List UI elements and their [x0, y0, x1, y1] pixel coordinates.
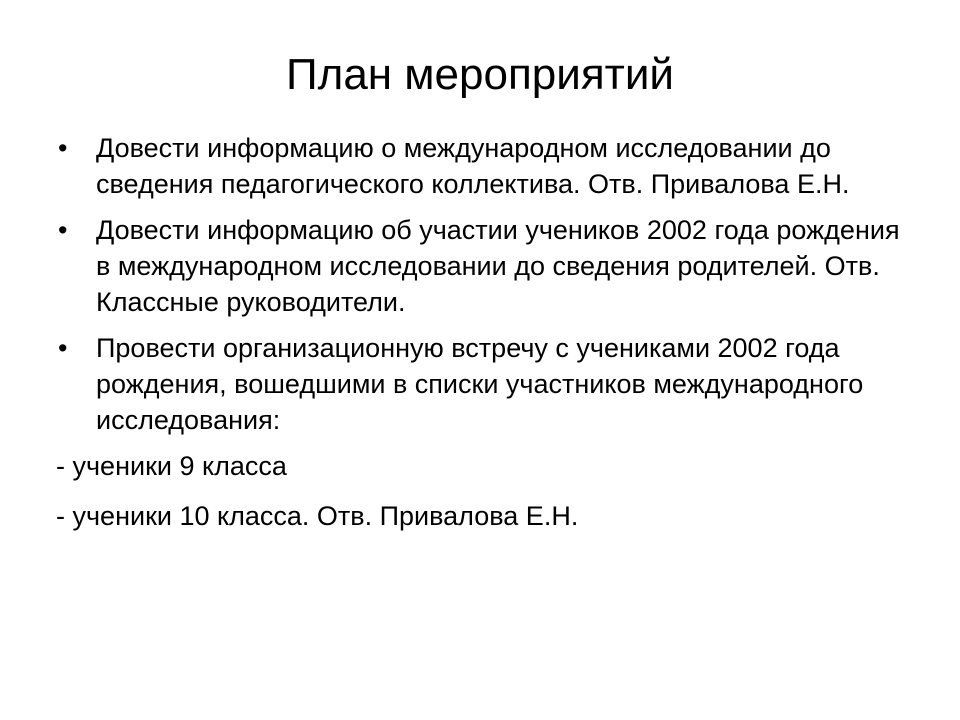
- sub-line: - ученики 10 класса. Отв. Привалова Е.Н.: [56, 501, 579, 531]
- bullet-dot-icon: •: [58, 215, 68, 245]
- bullet-text: Провести организационную встречу с учениками 2002 года рождения, вошедшими в списки участников международного исследования:: [96, 333, 864, 435]
- bullet-text: Довести информацию о международном исследовании до сведения педагогического коллектива. Отв. Привалова Е.Н.: [96, 133, 850, 199]
- bullet-item: [56, 330, 906, 438]
- sub-line: - ученики 9 класса: [56, 451, 287, 481]
- bullet-dot-icon: •: [58, 333, 68, 363]
- bullet-dot-icon: •: [58, 133, 68, 163]
- slide-body: [56, 130, 906, 548]
- slide-title: План мероприятий: [286, 50, 674, 99]
- bullet-item: [56, 130, 906, 202]
- bullet-item: [56, 212, 906, 320]
- bullet-text: Довести информацию об участии учеников 2002 года рождения в международном исследовании до сведения родителей. Отв. Классные руководители.: [96, 215, 900, 317]
